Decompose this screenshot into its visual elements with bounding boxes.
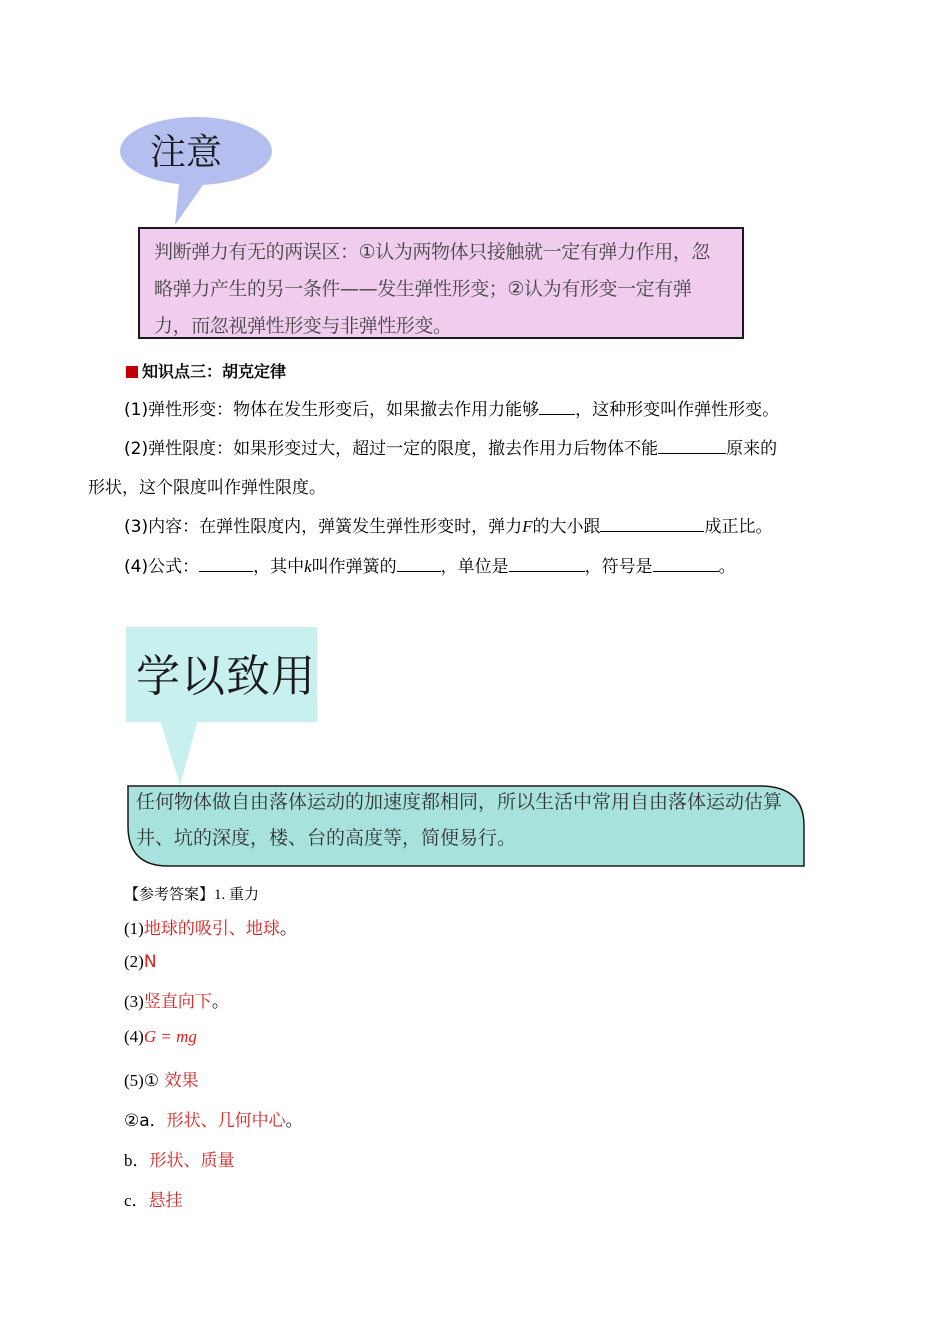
- answer-6: ②a．形状、几何中心。: [124, 1111, 303, 1131]
- answer-1: (1)地球的吸引、地球。: [124, 919, 297, 939]
- answer-label: 【参考答案】1. 重力: [124, 887, 260, 903]
- answer-5: (5)① 效果: [124, 1071, 199, 1091]
- answer-3: (3)竖直向下。: [124, 992, 229, 1012]
- note-text: 判断弹力有无的两误区：①认为两物体只接触就一定有弹力作用，忽略弹力产生的另一条件——发生弹性形变；②认为有形变一定有弹力，而忽视弹性形变与非弹性形变。: [154, 241, 711, 337]
- knowledge-heading: 知识点三：胡克定律: [126, 359, 286, 382]
- blank[interactable]: [539, 400, 575, 415]
- blank[interactable]: [509, 557, 585, 572]
- red-square-icon: [126, 366, 138, 378]
- note-title: 注意: [150, 132, 223, 173]
- blank[interactable]: [600, 517, 704, 532]
- blank[interactable]: [199, 557, 253, 572]
- knowledge-item-1: (1)弹性形变：物体在发生形变后，如果撤去作用力能够 ，这种形变叫作弹性形变。: [124, 400, 780, 420]
- knowledge-item-4: (4)公式： ，其中k叫作弹簧的 ，单位是 ，符号是 。: [124, 557, 736, 577]
- blank[interactable]: [653, 557, 719, 572]
- blank[interactable]: [397, 557, 441, 572]
- knowledge-item-3: (3)内容：在弹性限度内，弹簧发生弹性形变时，弹力F的大小跟 成正比。: [124, 517, 773, 537]
- apply-text: 任何物体做自由落体运动的加速度都相同，所以生活中常用自由落体运动估算井、坑的深度，楼、台的高度等，简便易行。: [136, 791, 783, 849]
- blank[interactable]: [658, 439, 726, 454]
- note-box: [138, 227, 744, 339]
- answer-8: c．悬挂: [124, 1191, 183, 1211]
- answer-7: b．形状、质量: [124, 1151, 235, 1171]
- answer-4: (4)G = mg: [124, 1027, 197, 1046]
- knowledge-item-2-cont: 形状，这个限度叫作弹性限度。: [88, 478, 326, 498]
- answer-2: (2)N: [124, 952, 157, 972]
- knowledge-item-2: (2)弹性限度：如果形变过大，超过一定的限度，撤去作用力后物体不能 原来的: [124, 439, 778, 459]
- apply-title: 学以致用: [136, 651, 316, 702]
